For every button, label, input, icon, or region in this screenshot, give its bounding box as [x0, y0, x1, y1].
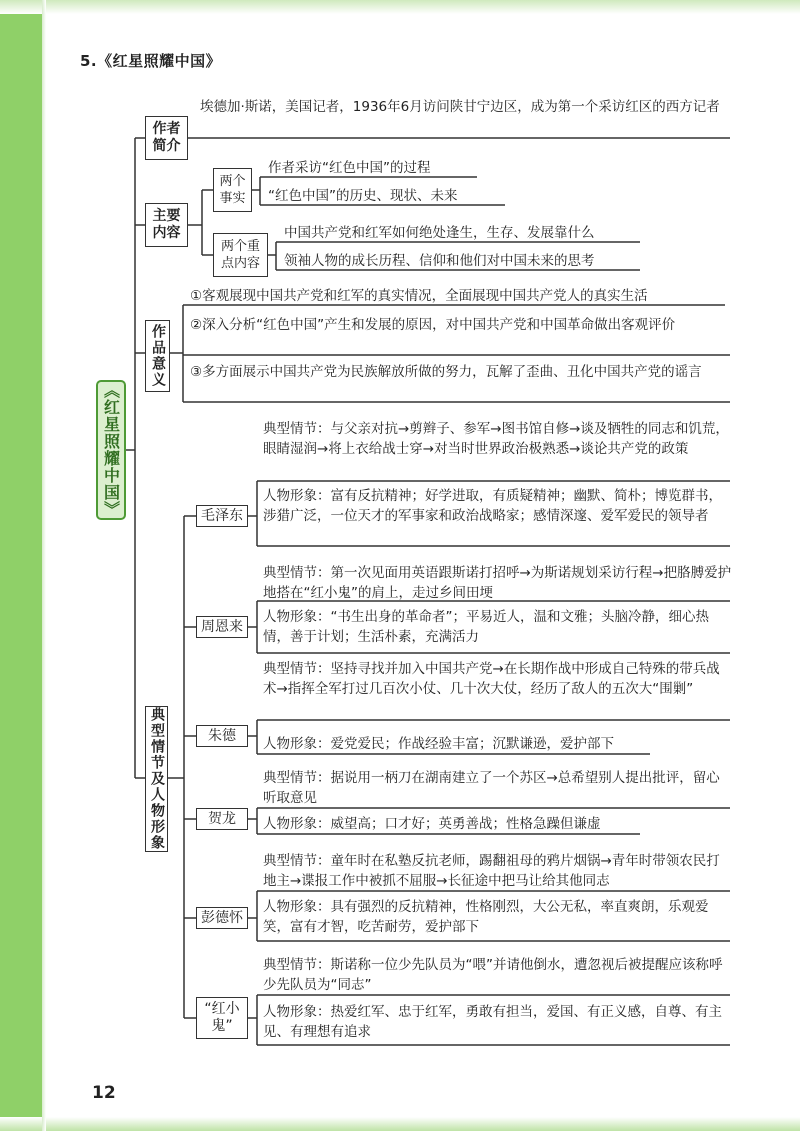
section-title: 5.《红星照耀中国》: [80, 52, 222, 70]
node-characters-label: 典型情节及人物形象: [149, 707, 165, 851]
node-two-facts-label: 两个事实: [219, 174, 246, 206]
fact-item: 作者采访“红色中国”的过程: [268, 160, 431, 176]
image-text: 人物形象：爱党爱民；作战经验丰富；沉默谦逊，爱护部下: [263, 736, 614, 752]
plot-text: 典型情节：童年时在私塾反抗老师，踢翻祖母的鸦片烟锅→青年时带领农民打地主→谍报工作中被抓不屈服→长征途中把马让给其他同志: [263, 853, 720, 889]
person-node-red-kid: [196, 997, 248, 1039]
node-content-label: 主要内容: [152, 208, 181, 241]
person-node-he: [196, 808, 248, 830]
node-author: [145, 116, 188, 160]
significance-item: ①客观展现中国共产党和红军的真实情况，全面展现中国共产党人的真实生活: [190, 288, 648, 304]
person-name: 贺龙: [208, 810, 236, 827]
node-two-focus: [213, 233, 268, 277]
node-significance-label: 作品意义: [150, 324, 166, 388]
plot-text: 典型情节：据说用一柄刀在湖南建立了一个苏区→总希望别人提出批评，留心听取意见: [263, 770, 720, 806]
plot-text: 典型情节：斯诺称一位少先队员为“喂”并请他倒水，遭忽视后被提醒应该称呼少先队员为“同志”: [263, 957, 723, 993]
person-node-peng: [196, 907, 248, 929]
fact-item: “红色中国”的历史、现状、未来: [268, 188, 458, 204]
image-text: 人物形象：“书生出身的革命者”；平易近人，温和文雅；头脑冷静，细心热情，善于计划；生活朴素，充满活力: [263, 609, 709, 645]
image-text: 人物形象：热爱红军、忠于红军，勇敢有担当，爱国、有正义感，自尊、有主见、有理想有追求: [263, 1004, 722, 1040]
node-significance: [145, 320, 170, 392]
node-content: [145, 203, 188, 247]
plot-text: 典型情节：第一次见面用英语跟斯诺打招呼→为斯诺规划采访行程→把胳膊爱护地搭在“红小鬼”的肩上，走过乡间田埂: [263, 565, 732, 601]
image-text: 人物形象：威望高；口才好；英勇善战；性格急躁但谦虚: [263, 816, 601, 832]
image-text: 人物形象：富有反抗精神；好学进取，有质疑精神；幽默、简朴；博览群书，涉猎广泛，一位天才的军事家和政治战略家；感情深邃、爱军爱民的领导者: [263, 488, 722, 524]
person-node-zhu: [196, 725, 248, 747]
root-node-label: 《红星照耀中国》: [101, 382, 121, 518]
focus-item: 领袖人物的成长历程、信仰和他们对中国未来的思考: [284, 253, 595, 269]
plot-text: 典型情节：坚持寻找并加入中国共产党→在长期作战中形成自己特殊的带兵战术→指挥全军打过几百次小仗、几十次大仗，经历了敌人的五次大“围剿”: [263, 661, 720, 697]
node-two-focus-label: 两个重点内容: [220, 239, 260, 271]
person-name: 周恩来: [201, 618, 243, 635]
author-text: 埃德加·斯诺，美国记者，1936年6月访问陕甘宁边区，成为第一个采访红区的西方记者: [200, 99, 720, 115]
node-characters: [145, 706, 168, 852]
focus-item: 中国共产党和红军如何绝处逢生，生存、发展靠什么: [284, 225, 595, 241]
significance-item: ③多方面展示中国共产党为民族解放所做的努力，瓦解了歪曲、丑化中国共产党的谣言: [190, 364, 702, 380]
significance-item: ②深入分析“红色中国”产生和发展的原因，对中国共产党和中国革命做出客观评价: [190, 317, 676, 333]
person-node-zhou: [196, 616, 248, 638]
node-author-label: 作者简介: [152, 121, 181, 154]
person-name: 彭德怀: [201, 909, 243, 926]
node-two-facts: [213, 168, 252, 212]
root-node: [96, 380, 126, 520]
page-number: 12: [92, 1083, 116, 1103]
person-name: 朱德: [208, 727, 236, 744]
person-name: 毛泽东: [201, 507, 243, 524]
image-text: 人物形象：具有强烈的反抗精神，性格刚烈，大公无私，率直爽朗，乐观爱笑，富有才智，吃苦耐劳，爱护部下: [263, 899, 709, 935]
person-node-mao: [196, 505, 248, 527]
plot-text: 典型情节：与父亲对抗→剪辫子、参军→图书馆自修→谈及牺牲的同志和饥荒，眼睛湿润→将上衣给战士穿→对当时世界政治极熟悉→谈论共产党的政策: [263, 421, 729, 457]
person-name: “红小鬼”: [204, 1001, 240, 1034]
